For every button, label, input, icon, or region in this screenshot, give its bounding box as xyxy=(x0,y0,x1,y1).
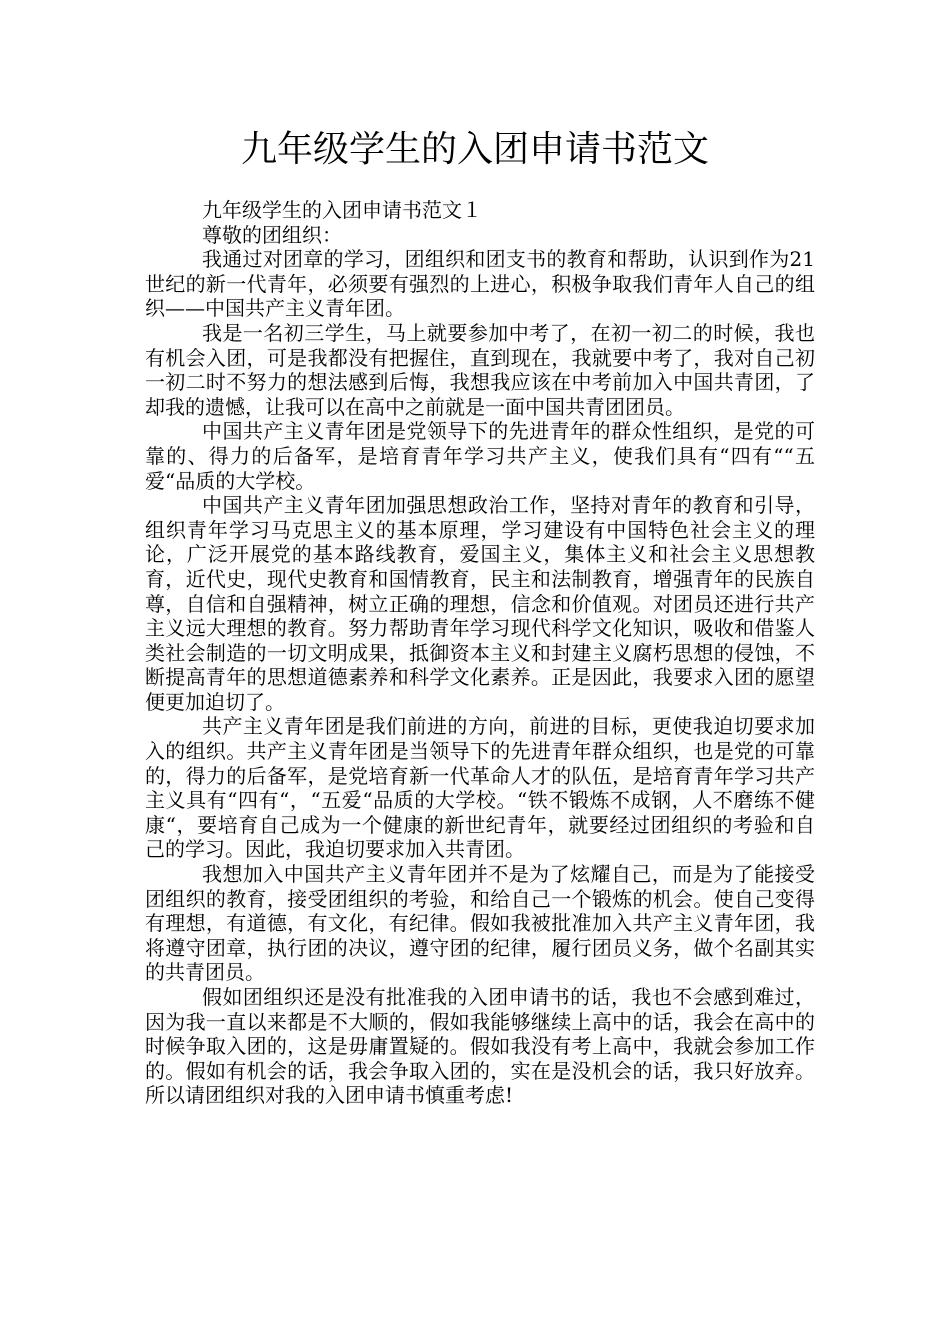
paragraph: 中国共产主义青年团是党领导下的先进青年的群众性组织，是党的可靠的、得力的后备军，是培育青年学习共产主义，使我们具有“四有““五爱“品质的大学校。 xyxy=(145,419,815,493)
document-title: 九年级学生的入团申请书范文 xyxy=(240,129,709,170)
paragraph: 我想加入中国共产主义青年团并不是为了炫耀自己，而是为了能接受团组织的教育，接受团组织的考验，和给自己一个锻炼的机会。使自己变得有理想，有道德，有文化，有纪律。假如我被批准加入共产主义青年团，我将遵守团章，执行团的决议，遵守团的纪律，履行团员义务，做个名副其实的共青团员。 xyxy=(145,862,815,985)
salutation: 尊敬的团组织： xyxy=(202,222,342,247)
paragraph: 中国共产主义青年团加强思想政治工作，坚持对青年的教育和引导，组织青年学习马克思主义的基本原理，学习建设有中国特色社会主义的理论，广泛开展党的基本路线教育，爱国主义，集体主义和社会主义思想教育，近代史，现代史教育和国情教育，民主和法制教育，增强青年的民族自尊，自信和自强精神，树立正确的理想，信念和价值观。对团员还进行共产主义远大理想的教育。努力帮助青年学习现代科学文化知识，吸收和借鉴人类社会制造的一切文明成果，抵御资本主义和封建主义腐朽思想的侵蚀，不断提高青年的思想道德素养和科学文化素养。正是因此，我要求入团的愿望便更加迫切了。 xyxy=(145,493,815,714)
paragraph: 假如团组织还是没有批准我的入团申请书的话，我也不会感到难过，因为我一直以来都是不大顺的，假如我能够继续上高中的话，我会在高中的时候争取入团的，这是毋庸置疑的。假如我没有考上高中，我就会参加工作的。假如有机会的话，我会争取入团的，实在是没机会的话，我只好放弃。所以请团组织对我的入团申请书慎重考虑! xyxy=(145,985,815,1108)
paragraph: 我通过对团章的学习，团组织和团支书的教育和帮助，认识到作为21世纪的新一代青年，必须要有强烈的上进心，积极争取我们青年人自己的组织——中国共产主义青年团。 xyxy=(145,247,815,321)
document-body xyxy=(145,198,815,1108)
paragraph: 共产主义青年团是我们前进的方向，前进的目标，更使我迫切要求加入的组织。共产主义青年团是当领导下的先进青年群众组织，也是党的可靠的，得力的后备军，是党培育新一代革命人才的队伍，是培育青年学习共产主义具有“四有“，“五爱“品质的大学校。“铁不锻炼不成钢，人不磨练不健康“，要培育自己成为一个健康的新世纪青年，就要经过团组织的考验和自己的学习。因此，我迫切要求加入共青团。 xyxy=(145,714,815,862)
document-subtitle: 九年级学生的入团申请书范文１ xyxy=(202,198,482,222)
paragraph: 我是一名初三学生，马上就要参加中考了，在初一初二的时候，我也有机会入团，可是我都没有把握住，直到现在，我就要中考了，我对自己初一初二时不努力的想法感到后悔，我想我应该在中考前加入中国共青团，了却我的遗憾，让我可以在高中之前就是一面中国共青团团员。 xyxy=(145,320,815,419)
